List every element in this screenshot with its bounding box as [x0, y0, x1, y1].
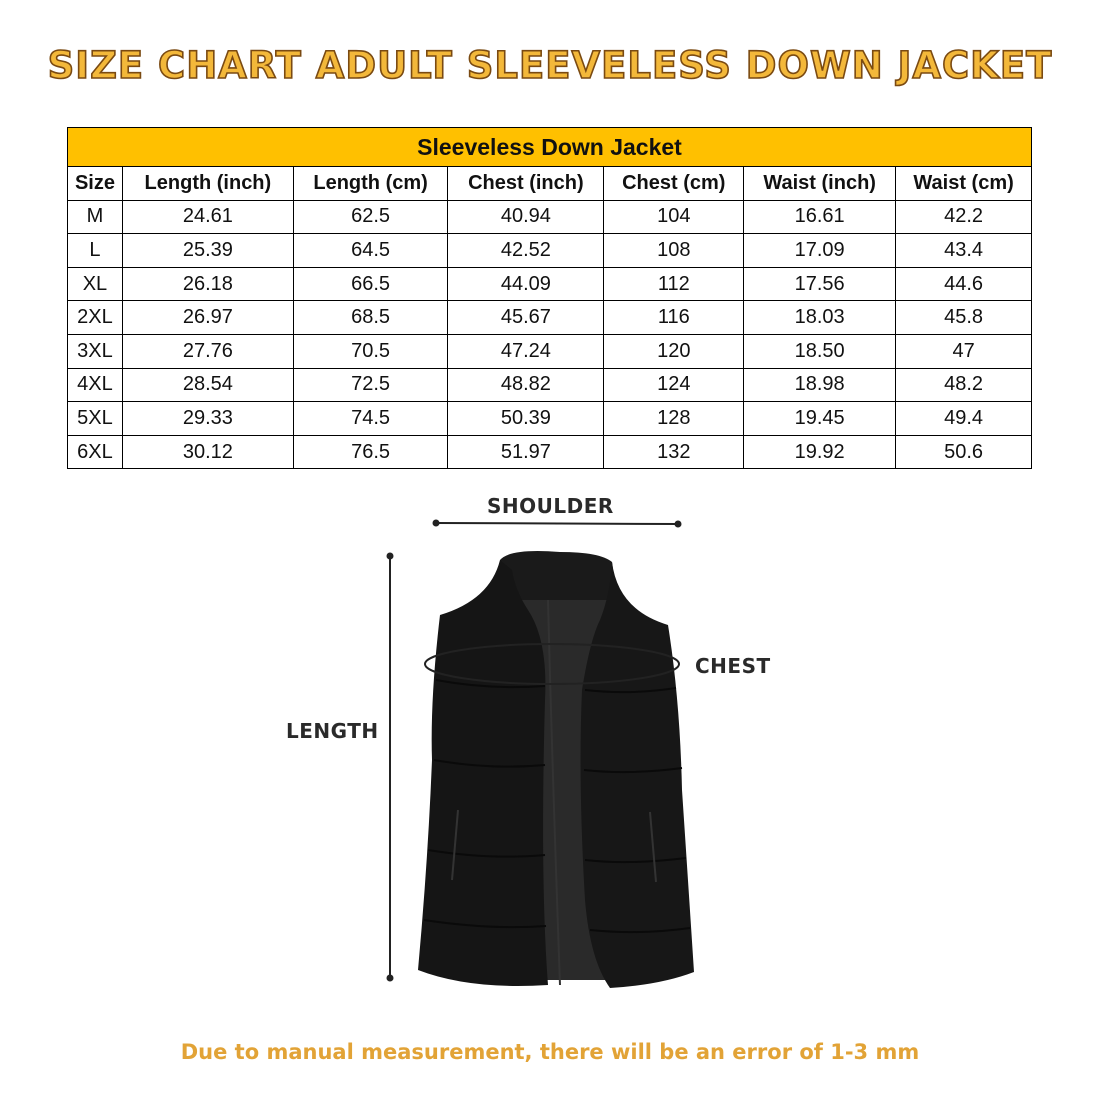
table-cell: 62.5	[293, 200, 448, 234]
table-cell: 27.76	[122, 334, 293, 368]
table-cell: 120	[604, 334, 744, 368]
table-cell: 42.52	[448, 234, 604, 268]
table-cell: 43.4	[896, 234, 1032, 268]
table-cell: 2XL	[68, 301, 123, 335]
table-cell: 112	[604, 267, 744, 301]
column-header: Length (cm)	[293, 167, 448, 201]
table-cell: 3XL	[68, 334, 123, 368]
table-cell: 19.45	[744, 402, 896, 436]
length-line-bottom-dot	[387, 975, 394, 982]
table-cell: XL	[68, 267, 123, 301]
table-caption: Sleeveless Down Jacket	[68, 128, 1032, 167]
table-cell: 17.09	[744, 234, 896, 268]
shoulder-line	[436, 523, 678, 524]
table-cell: 68.5	[293, 301, 448, 335]
length-label: LENGTH	[286, 719, 379, 743]
table-cell: 64.5	[293, 234, 448, 268]
column-header: Length (inch)	[122, 167, 293, 201]
table-cell: 28.54	[122, 368, 293, 402]
column-header: Waist (cm)	[896, 167, 1032, 201]
table-cell: 6XL	[68, 435, 123, 469]
table-cell: 116	[604, 301, 744, 335]
table-cell: 5XL	[68, 402, 123, 436]
table-cell: 124	[604, 368, 744, 402]
table-cell: 30.12	[122, 435, 293, 469]
length-line-top-dot	[387, 553, 394, 560]
table-cell: 50.39	[448, 402, 604, 436]
table-cell: L	[68, 234, 123, 268]
table-cell: 16.61	[744, 200, 896, 234]
table-cell: 42.2	[896, 200, 1032, 234]
table-cell: 48.82	[448, 368, 604, 402]
table-cell: 66.5	[293, 267, 448, 301]
vest-image	[418, 551, 694, 988]
table-cell: M	[68, 200, 123, 234]
measurement-note: Due to manual measurement, there will be an error of 1-3 mm	[180, 1040, 920, 1064]
table-cell: 48.2	[896, 368, 1032, 402]
table-cell: 40.94	[448, 200, 604, 234]
table-cell: 128	[604, 402, 744, 436]
table-cell: 74.5	[293, 402, 448, 436]
table-cell: 51.97	[448, 435, 604, 469]
table-cell: 24.61	[122, 200, 293, 234]
table-cell: 132	[604, 435, 744, 469]
chest-label: CHEST	[695, 654, 771, 678]
table-cell: 76.5	[293, 435, 448, 469]
table-cell: 18.98	[744, 368, 896, 402]
table-cell: 29.33	[122, 402, 293, 436]
table-cell: 26.18	[122, 267, 293, 301]
column-header: Size	[68, 167, 123, 201]
shoulder-line-end-dot	[675, 521, 682, 528]
shoulder-label: SHOULDER	[487, 494, 614, 518]
column-header: Chest (inch)	[448, 167, 604, 201]
table-cell: 18.50	[744, 334, 896, 368]
table-cell: 70.5	[293, 334, 448, 368]
table-cell: 47	[896, 334, 1032, 368]
table-cell: 49.4	[896, 402, 1032, 436]
table-cell: 26.97	[122, 301, 293, 335]
table-cell: 44.09	[448, 267, 604, 301]
table-cell: 47.24	[448, 334, 604, 368]
table-cell: 25.39	[122, 234, 293, 268]
table-cell: 19.92	[744, 435, 896, 469]
table-cell: 104	[604, 200, 744, 234]
table-cell: 17.56	[744, 267, 896, 301]
table-cell: 45.8	[896, 301, 1032, 335]
table-cell: 45.67	[448, 301, 604, 335]
shoulder-line-start-dot	[433, 520, 440, 527]
column-header: Waist (inch)	[744, 167, 896, 201]
table-cell: 18.03	[744, 301, 896, 335]
table-cell: 4XL	[68, 368, 123, 402]
table-cell: 72.5	[293, 368, 448, 402]
table-cell: 108	[604, 234, 744, 268]
table-cell: 44.6	[896, 267, 1032, 301]
table-cell: 50.6	[896, 435, 1032, 469]
page-title: SIZE CHART ADULT SLEEVELESS DOWN JACKET	[47, 44, 1053, 87]
column-header: Chest (cm)	[604, 167, 744, 201]
